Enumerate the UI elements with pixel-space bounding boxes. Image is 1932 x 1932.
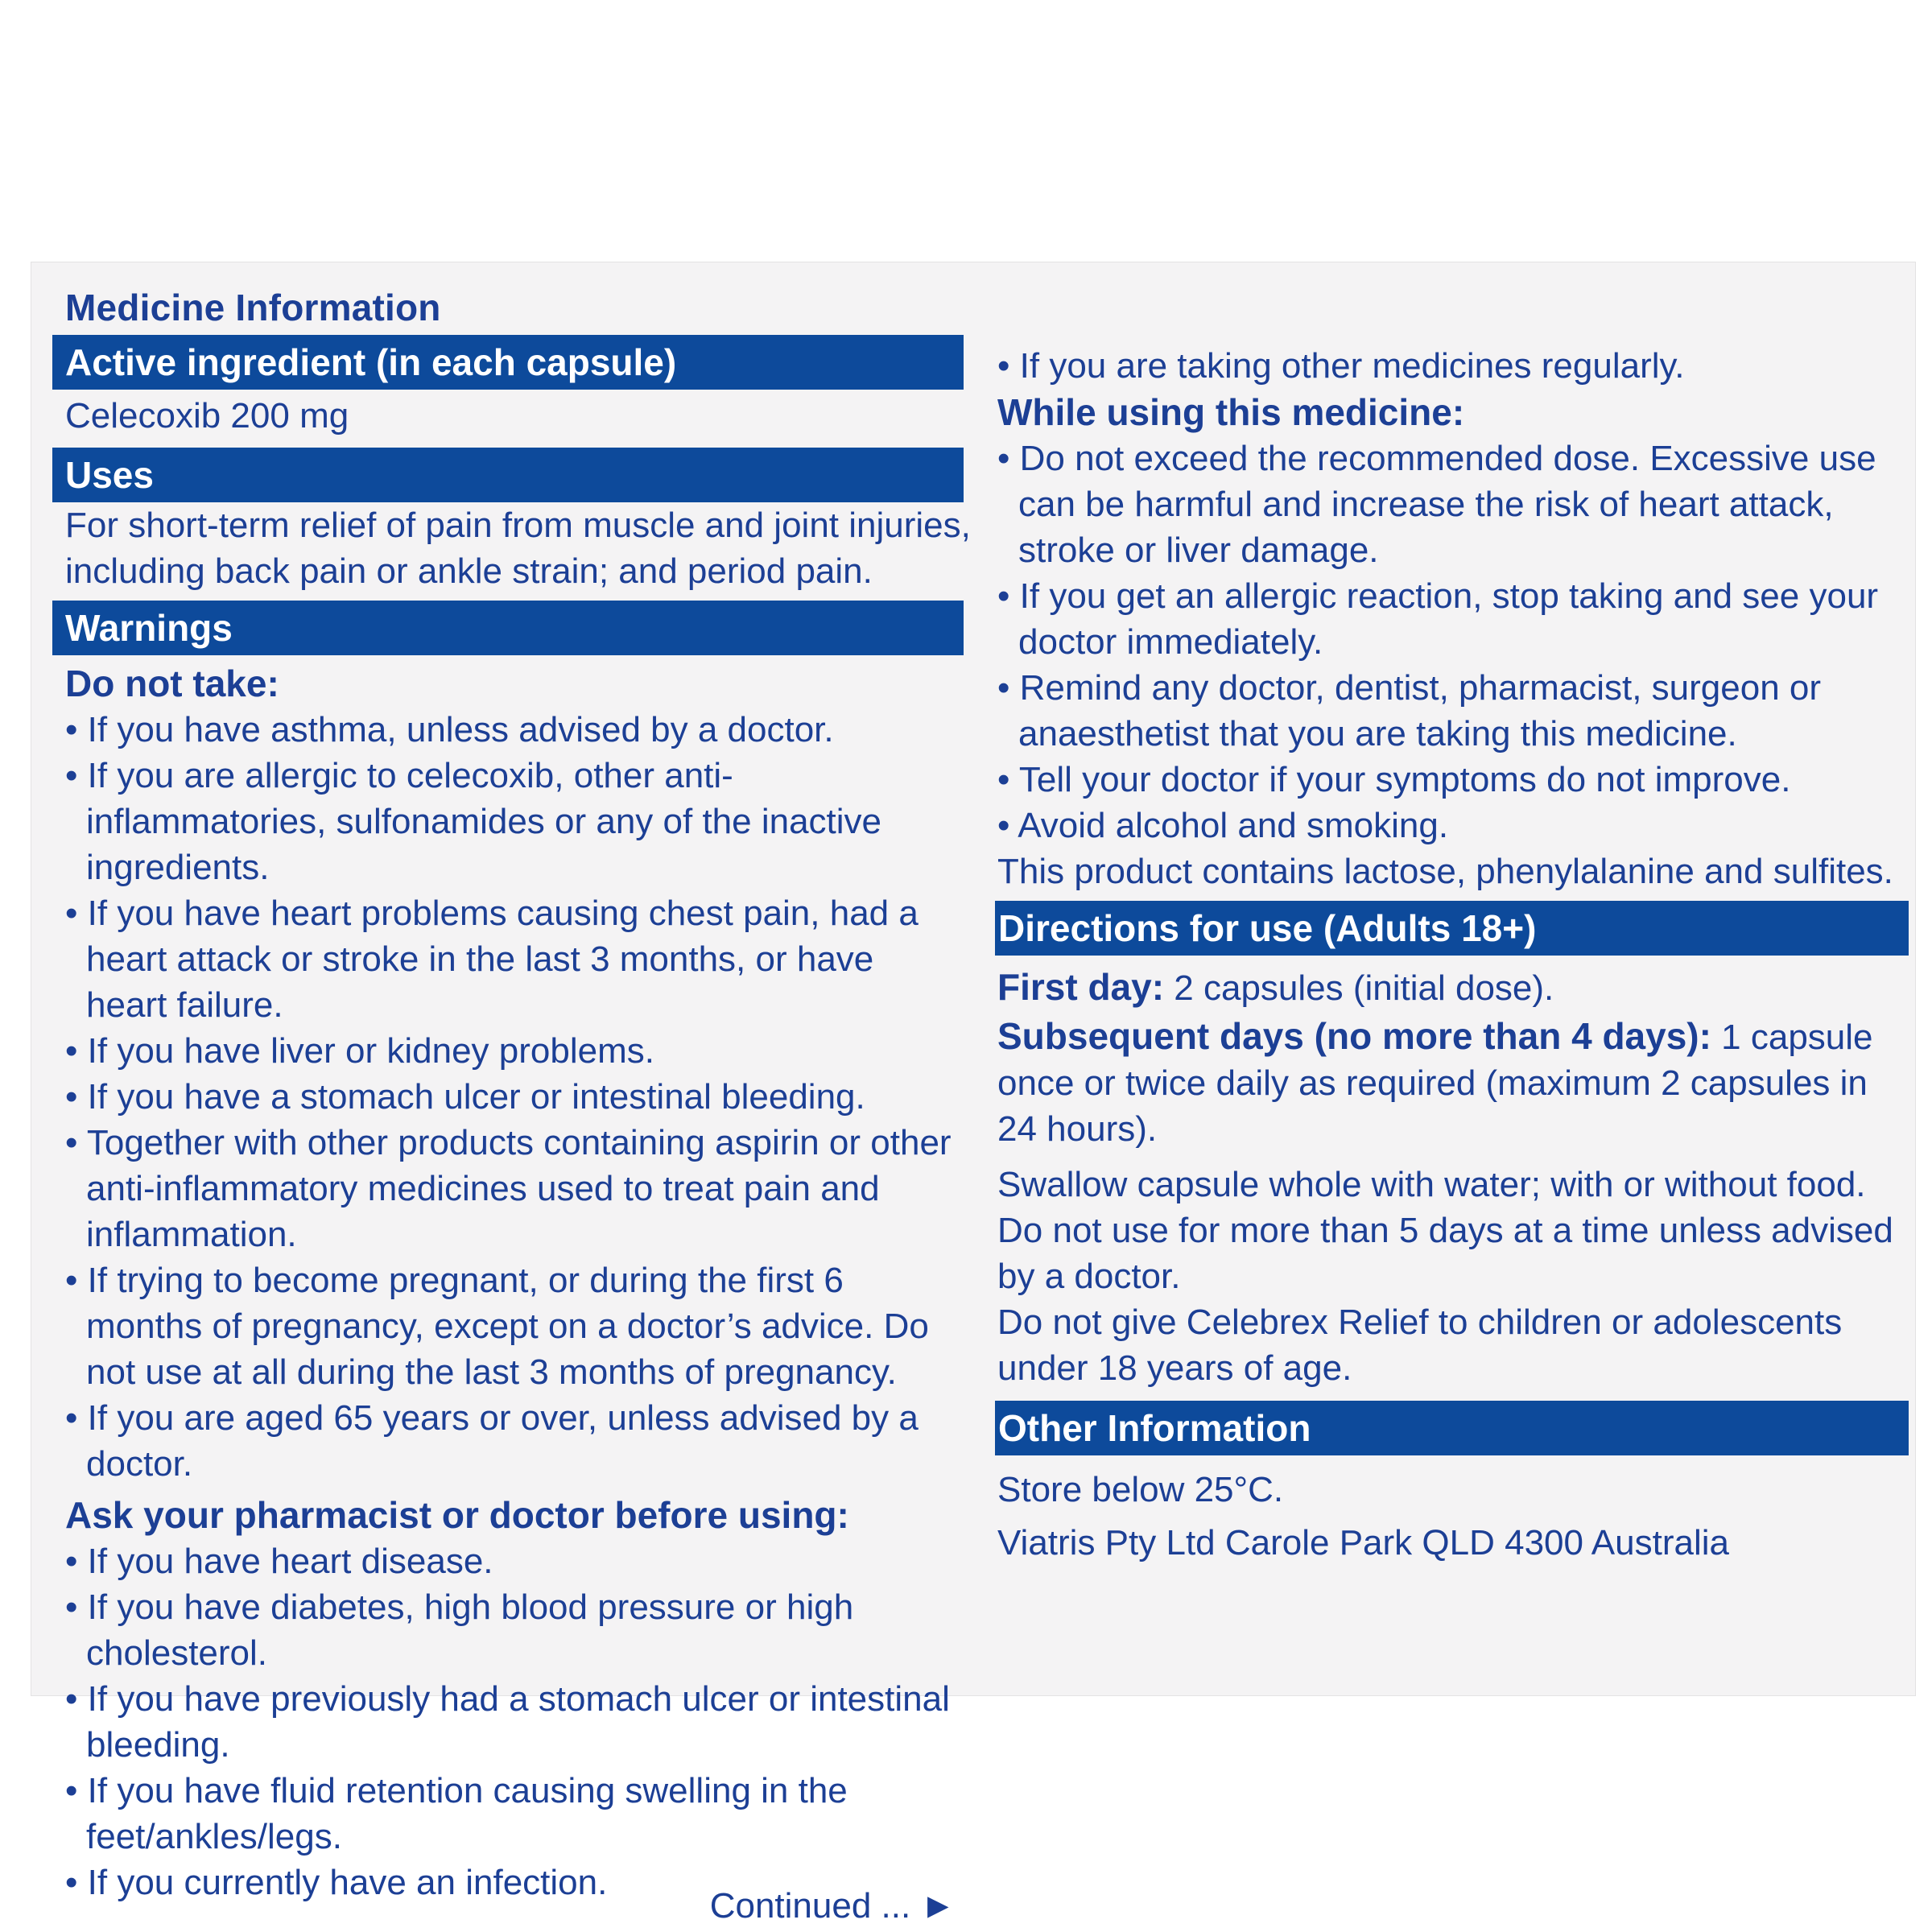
ingredients-note: This product contains lactose, phenylalanine and sulfites. xyxy=(997,852,1893,891)
list-item: • If you have previously had a stomach ulcer or intestinal bleeding. xyxy=(65,1679,950,1765)
list-item: • Do not exceed the recommended dose. Excessive use can be harmful and increase the risk of heart attack, stroke or liver damage. xyxy=(997,439,1876,570)
do-not-take-list xyxy=(52,707,964,1487)
subsequent-days-text: 1 capsule once or twice daily as required (maximum 2 capsules in 24 hours). xyxy=(997,1018,1873,1149)
list-item: • If you have liver or kidney problems. xyxy=(65,1031,654,1071)
first-day-instruction xyxy=(995,964,1909,1013)
list-item: • If you have diabetes, high blood pressure or high cholesterol. xyxy=(65,1587,854,1673)
list-item: • Remind any doctor, dentist, pharmacist, surgeon or anaesthetist that you are taking this medicine. xyxy=(997,668,1822,753)
list-item: • If you have fluid retention causing swelling in the feet/ankles/legs. xyxy=(65,1771,848,1856)
list-item: • If you have heart problems causing chest pain, had a heart attack or stroke in the last 3 months, or have heart failure. xyxy=(65,894,919,1025)
list-item: • If you are aged 65 years or over, unless advised by a doctor. xyxy=(65,1398,919,1484)
list-item: • If you have a stomach ulcer or intestinal bleeding. xyxy=(65,1077,865,1117)
list-item: • If you have asthma, unless advised by a doctor. xyxy=(65,710,834,749)
uses-line-2: including back pain or ankle strain; and period pain. xyxy=(65,551,873,591)
list-item: • If you are taking other medicines regularly. xyxy=(997,346,1685,386)
active-ingredient-heading: Active ingredient (in each capsule) xyxy=(52,335,964,390)
list-item: • If trying to become pregnant, or during the first 6 months of pregnancy, except on a doctor’s advice. Do not use at all during the last 3 months of pregnancy. xyxy=(65,1261,929,1392)
children-warning: Do not give Celebrex Relief to children or adolescents under 18 years of age. xyxy=(997,1302,1843,1388)
continued-indicator: Continued ... ► xyxy=(709,1886,956,1926)
subsequent-days-instruction xyxy=(995,1013,1909,1152)
first-day-label: First day: xyxy=(997,966,1165,1008)
list-item: • Tell your doctor if your symptoms do not improve. xyxy=(997,760,1791,799)
storage-text: Store below 25°C. xyxy=(997,1470,1284,1509)
manufacturer-text: Viatris Pty Ltd Carole Park QLD 4300 Australia xyxy=(997,1523,1729,1563)
list-item: • If you currently have an infection. xyxy=(65,1863,608,1902)
do-not-take-heading: Do not take: xyxy=(65,663,279,704)
uses-line-1: For short-term relief of pain from muscle and joint injuries, xyxy=(65,506,971,545)
left-column xyxy=(52,262,971,1929)
ask-pharmacist-list xyxy=(52,1538,964,1905)
ask-pharmacist-heading: Ask your pharmacist or doctor before using: xyxy=(65,1494,849,1536)
list-item: • If you have heart disease. xyxy=(65,1542,493,1581)
uses-heading: Uses xyxy=(52,448,964,502)
subsequent-days-label: Subsequent days (no more than 4 days): xyxy=(997,1015,1711,1057)
first-day-text: 2 capsules (initial dose). xyxy=(1164,968,1554,1008)
warnings-heading: Warnings xyxy=(52,601,964,655)
while-using-heading: While using this medicine: xyxy=(997,391,1465,433)
list-item: • Together with other products containing aspirin or other anti-inflammatory medicines used to treat pain and inflammation. xyxy=(65,1123,952,1254)
ask-pharmacist-list-continued xyxy=(995,343,1909,389)
duration-limit: Do not use for more than 5 days at a time unless advised by a doctor. xyxy=(997,1211,1893,1296)
active-ingredient-text: Celecoxib 200 mg xyxy=(65,396,349,436)
medicine-info-panel xyxy=(31,262,1916,1926)
other-info-heading: Other Information xyxy=(995,1401,1909,1455)
list-item: • If you are allergic to celecoxib, other anti-inflammatories, sulfonamides or any of the inactive ingredients. xyxy=(65,756,882,887)
list-item: • If you get an allergic reaction, stop taking and see your doctor immediately. xyxy=(997,576,1879,662)
list-item: • Avoid alcohol and smoking. xyxy=(997,806,1449,845)
directions-heading: Directions for use (Adults 18+) xyxy=(995,901,1909,956)
right-column xyxy=(995,262,1909,1570)
while-using-list xyxy=(995,436,1909,848)
page-title: Medicine Information xyxy=(65,287,441,328)
swallow-instruction: Swallow capsule whole with water; with or without food. xyxy=(997,1165,1866,1204)
